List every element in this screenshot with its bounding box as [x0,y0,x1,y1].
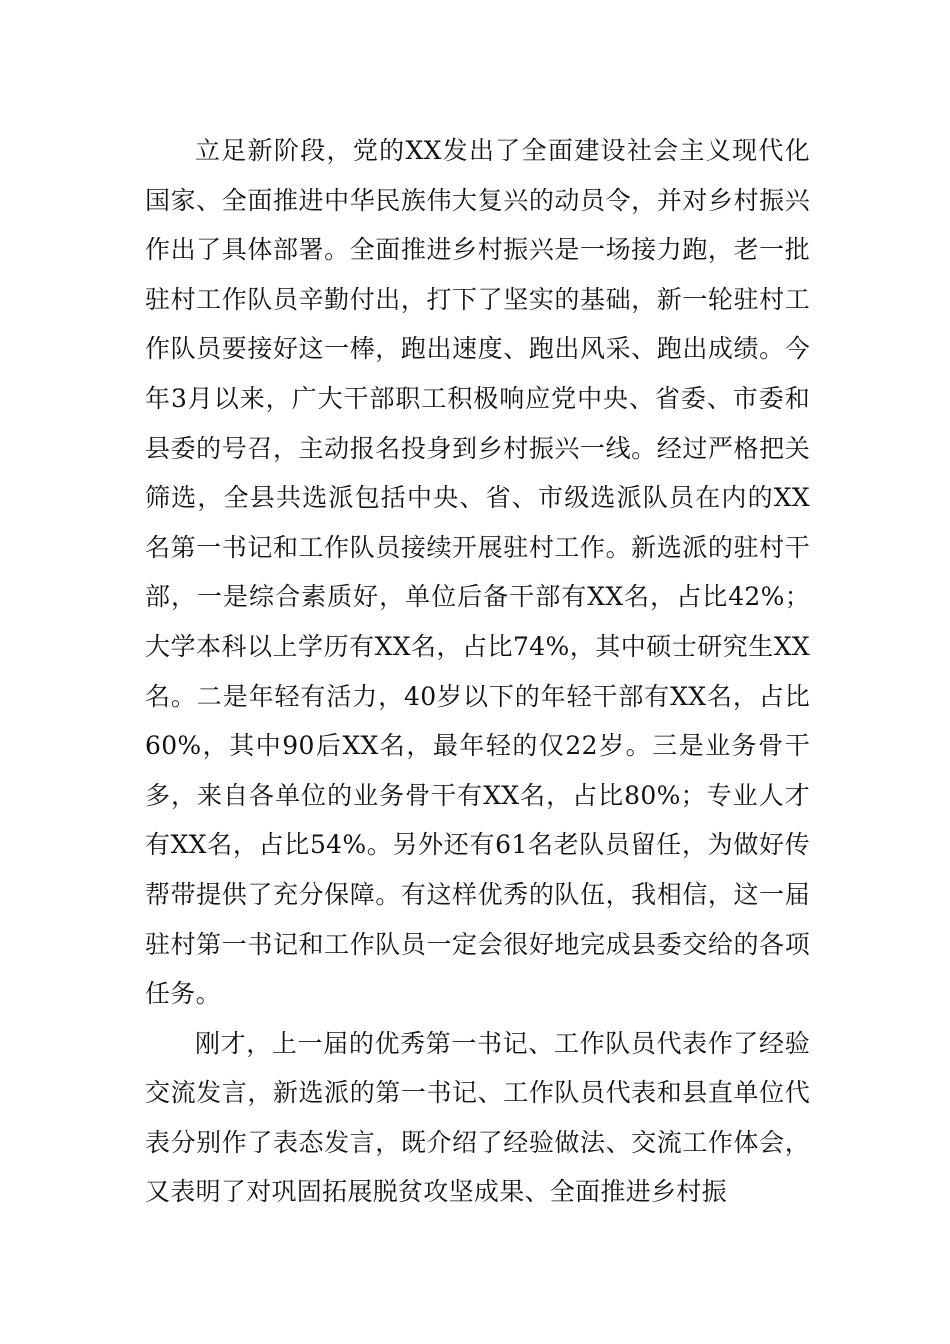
document-body [145,126,810,1217]
paragraph-1: 立足新阶段，党的XX发出了全面建设社会主义现代化国家、全面推进中华民族伟大复兴的动员令，并对乡村振兴作出了具体部署。全面推进乡村振兴是一场接力跑，老一批驻村工作队员辛勤付出，打下了坚实的基础，新一轮驻村工作队员要接好这一棒，跑出速度、跑出风采、跑出成绩。今年3月以来，广大干部职工积极响应党中央、省委、市委和县委的号召，主动报名投身到乡村振兴一线。经过严格把关筛选，全县共选派包括中央、省、市级选派队员在内的XX名第一书记和工作队员接续开展驻村工作。新选派的驻村干部，一是综合素质好，单位后备干部有XX名，占比42%；大学本科以上学历有XX名，占比74%，其中硕士研究生XX名。二是年轻有活力，40岁以下的年轻干部有XX名，占比60%，其中90后XX名，最年轻的仅22岁。三是业务骨干多，来自各单位的业务骨干有XX名，占比80%；专业人才有XX名，占比54%。另外还有61名老队员留任，为做好传帮带提供了充分保障。有这样优秀的队伍，我相信，这一届驻村第一书记和工作队员一定会很好地完成县委交给的各项任务。 [145,136,810,1009]
paragraph-2: 刚才，上一届的优秀第一书记、工作队员代表作了经验交流发言，新选派的第一书记、工作队员代表和县直单位代表分别作了表态发言，既介绍了经验做法、交流工作体会，又表明了对巩固拓展脱贫攻坚成果、全面推进乡村振 [145,1028,810,1207]
